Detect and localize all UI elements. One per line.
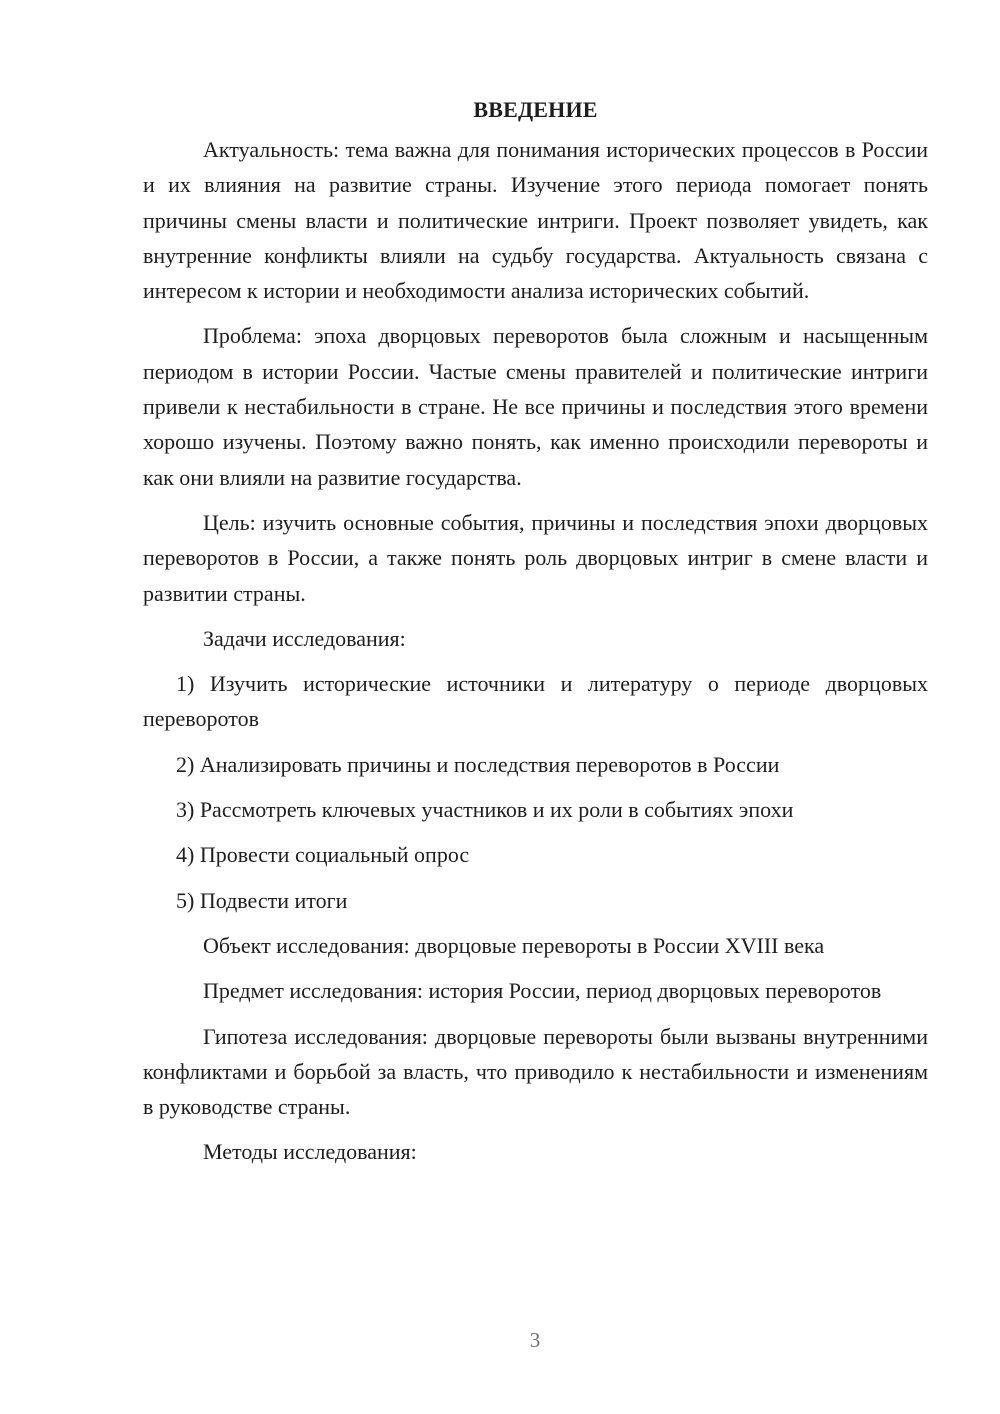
task-item-5: 5) Подвести итоги [176,887,348,913]
page-title: ВВЕДЕНИЕ [473,97,598,122]
methods-heading: Методы исследования: [203,1139,417,1165]
tasks-heading: Задачи исследования: [203,625,406,651]
relevance-paragraph: Актуальность: тема важна для понимания исторических процессов в России и их влияния на развитие страны. Изучение этого периода помогает понять причины смены власти и политические интриги. Проект позволяет увидеть, как внутренние конфликты влияли на судьбу государства. Актуальность связана с интересом к истории и необходимости анализа исторических событий. [143,137,928,304]
task-item-2: 2) Анализировать причины и последствия переворотов в России [176,751,780,777]
page-number: 3 [529,1328,541,1352]
problem-paragraph: Проблема: эпоха дворцовых переворотов была сложным и насыщенным периодом в истории России. Частые смены правителей и политические интриги привели к нестабильности в стране. Не все причины и последствия этого времени хорошо изучены. Поэтому важно понять, как именно происходили перевороты и как они влияли на развитие государства. [143,323,928,490]
goal-paragraph: Цель: изучить основные события, причины и последствия эпохи дворцовых переворотов в России, а также понять роль дворцовых интриг в смене власти и развитии страны. [143,509,928,606]
task-item-3: 3) Рассмотреть ключевых участников и их роли в событиях эпохи [176,797,794,823]
subject-paragraph: Предмет исследования: история России, период дворцовых переворотов [203,978,882,1004]
hypothesis-paragraph: Гипотеза исследования: дворцовые перевороты были вызваны внутренними конфликтами и борьбой за власть, что приводило к нестабильности и изменениям в руководстве страны. [143,1023,928,1120]
task-item-1: 1) Изучить исторические источники и литературу о периоде дворцовых переворотов [143,671,928,732]
object-paragraph: Объект исследования: дворцовые перевороты в России XVIII века [203,932,825,958]
document-page [143,92,928,1170]
tasks-list [143,666,928,918]
task-item-4: 4) Провести социальный опрос [176,842,470,868]
